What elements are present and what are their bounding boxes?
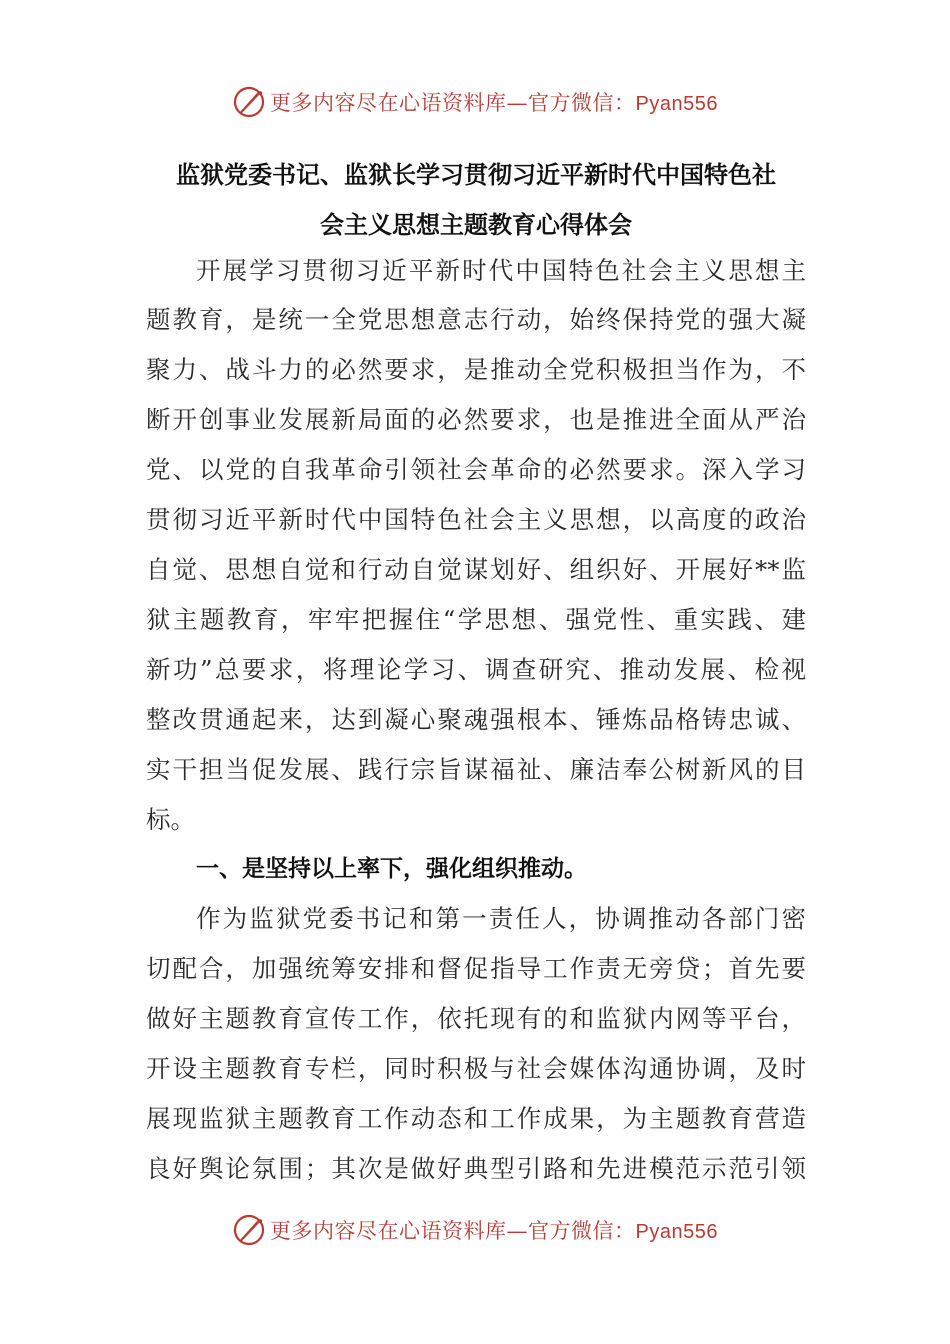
quill-logo-icon bbox=[232, 1213, 266, 1247]
watermark-banner-top bbox=[0, 80, 950, 124]
wechat-id: Pyan556 bbox=[635, 93, 718, 115]
paragraph-1-line: 开展学习贯彻习近平新时代中国特色社会主义思想主 bbox=[196, 256, 806, 285]
watermark-text: 更多内容尽在心语资料库—官方微信：Pyan556 bbox=[270, 1219, 718, 1243]
watermark-banner-bottom bbox=[0, 1208, 950, 1252]
paragraph-2-line: 良好舆论氛围；其次是做好典型引路和先进模范示范引领 bbox=[146, 1154, 806, 1183]
paragraph-1-line: 聚力、战斗力的必然要求，是推动全党积极担当作为，不 bbox=[146, 355, 806, 384]
paragraph-2-line: 切配合，加强统筹安排和督促指导工作责无旁贷；首先要 bbox=[146, 954, 806, 983]
watermark-text: 更多内容尽在心语资料库—官方微信：Pyan556 bbox=[270, 91, 718, 115]
paragraph-1-line: 标。 bbox=[146, 805, 195, 834]
paragraph-1-line: 题教育，是统一全党思想意志行动，始终保持党的强大凝 bbox=[146, 305, 806, 334]
section-heading-1: 一、是坚持以上率下，强化组织推动。 bbox=[196, 856, 587, 882]
paragraph-2-line: 开设主题教育专栏，同时积极与社会媒体沟通协调，及时 bbox=[146, 1054, 806, 1083]
paragraph-1-line: 狱主题教育，牢牢把握住“学思想、强党性、重实践、建 bbox=[146, 605, 806, 634]
paragraph-2-line: 作为监狱党委书记和第一责任人，协调推动各部门密 bbox=[196, 904, 806, 933]
paragraph-2-line: 展现监狱主题教育工作动态和工作成果，为主题教育营造 bbox=[146, 1104, 806, 1133]
quill-logo-icon bbox=[232, 85, 266, 119]
paragraph-1-line: 自觉、思想自觉和行动自觉谋划好、组织好、开展好**监 bbox=[146, 555, 806, 584]
wechat-id: Pyan556 bbox=[635, 1221, 718, 1243]
paragraph-1-line: 整改贯通起来，达到凝心聚魂强根本、锤炼品格铸忠诚、 bbox=[146, 705, 806, 734]
paragraph-1-line: 新功”总要求，将理论学习、调查研究、推动发展、检视 bbox=[146, 655, 806, 684]
paragraph-1-line: 贯彻习近平新时代中国特色社会主义思想，以高度的政治 bbox=[146, 505, 806, 534]
paragraph-2-line: 做好主题教育宣传工作，依托现有的和监狱内网等平台， bbox=[146, 1004, 806, 1033]
document-title-line-1: 监狱党委书记、监狱长学习贯彻习近平新时代中国特色社 bbox=[176, 161, 776, 189]
paragraph-1-line: 实干担当促发展、践行宗旨谋福祉、廉洁奉公树新风的目 bbox=[146, 755, 806, 784]
paragraph-1-line: 断开创事业发展新局面的必然要求，也是推进全面从严治 bbox=[146, 405, 806, 434]
paragraph-1-line: 党、以党的自我革命引领社会革命的必然要求。深入学习 bbox=[146, 455, 806, 484]
document-title-line-2: 会主义思想主题教育心得体会 bbox=[320, 211, 632, 239]
